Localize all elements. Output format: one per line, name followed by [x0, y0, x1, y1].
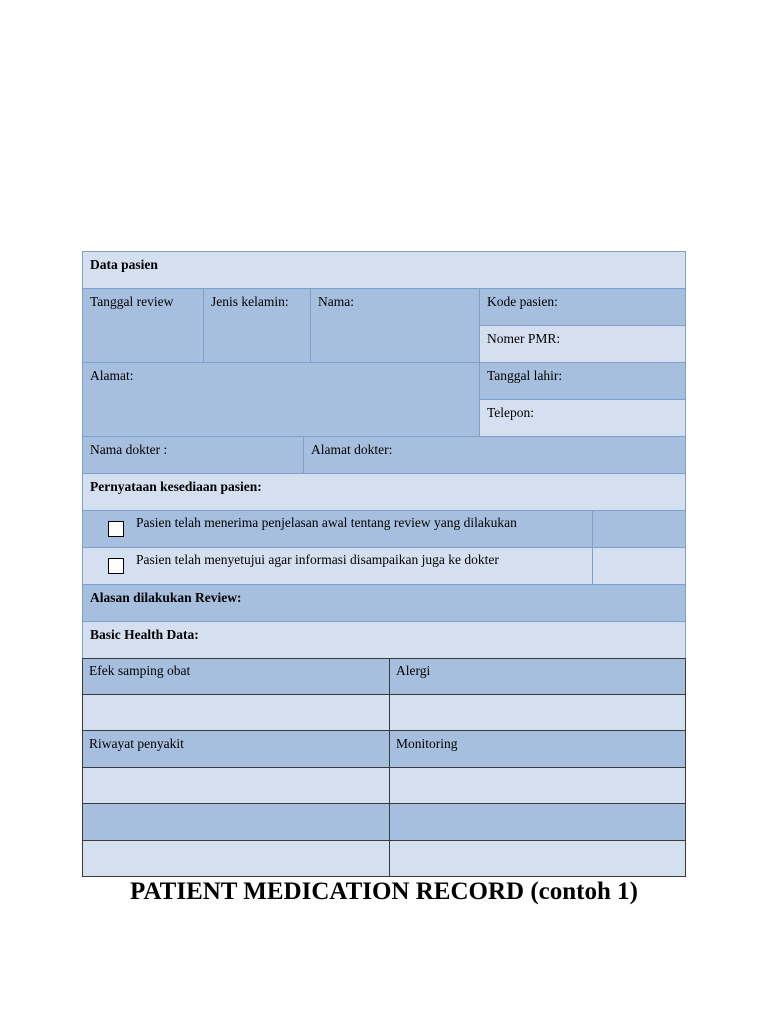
grid-line [82, 840, 686, 841]
alamat-dokter-field[interactable]: Alamat dokter: [303, 436, 686, 474]
nomer-pmr-field[interactable]: Nomer PMR: [479, 325, 686, 363]
efek-samping-input[interactable] [82, 695, 389, 731]
grid-line [82, 658, 686, 659]
consent-row-2 [82, 547, 593, 585]
grid-line [82, 730, 686, 731]
pernyataan-heading: Pernyataan kesediaan pasien: [82, 473, 686, 511]
consent-2-extra-cell [592, 547, 686, 585]
grid-line [82, 803, 686, 804]
grid-line [82, 876, 686, 877]
grid-line [82, 658, 83, 877]
consent-row-1 [82, 510, 593, 548]
telepon-field[interactable]: Telepon: [479, 399, 686, 437]
efek-samping-header: Efek samping obat [82, 658, 389, 695]
alamat-field[interactable]: Alamat: [82, 362, 480, 437]
kode-pasien-field[interactable]: Kode pasien: [479, 288, 686, 326]
monitoring-input-1[interactable] [389, 768, 686, 804]
consent-1-label: Pasien telah menerima penjelasan awal tentang review yang dilakukan [136, 515, 517, 530]
consent-2-checkbox[interactable] [108, 558, 124, 574]
tanggal-review-field[interactable]: Tanggal review [82, 288, 204, 363]
grid-line [82, 767, 686, 768]
nama-field[interactable]: Nama: [310, 288, 480, 363]
section-data-pasien: Data pasien [82, 251, 686, 289]
tanggal-lahir-field[interactable]: Tanggal lahir: [479, 362, 686, 400]
nama-dokter-field[interactable]: Nama dokter : [82, 436, 304, 474]
monitoring-header: Monitoring [389, 731, 686, 768]
consent-2-label: Pasien telah menyetujui agar informasi disampaikan juga ke dokter [136, 552, 499, 567]
alergi-input[interactable] [389, 695, 686, 731]
consent-1-extra-cell [592, 510, 686, 548]
riwayat-input-2[interactable] [82, 804, 389, 841]
riwayat-penyakit-header: Riwayat penyakit [82, 731, 389, 768]
medication-record-form [82, 251, 686, 877]
grid-line [389, 658, 390, 877]
alasan-review-field[interactable]: Alasan dilakukan Review: [82, 584, 686, 622]
basic-health-heading: Basic Health Data: [82, 621, 686, 659]
grid-line [685, 658, 686, 877]
monitoring-input-2[interactable] [389, 804, 686, 841]
monitoring-input-3[interactable] [389, 841, 686, 877]
page-title: PATIENT MEDICATION RECORD (contoh 1) [130, 878, 638, 905]
riwayat-input-3[interactable] [82, 841, 389, 877]
alergi-header: Alergi [389, 658, 686, 695]
riwayat-input-1[interactable] [82, 768, 389, 804]
consent-1-checkbox[interactable] [108, 521, 124, 537]
grid-line [82, 694, 686, 695]
jenis-kelamin-field[interactable]: Jenis kelamin: [203, 288, 311, 363]
